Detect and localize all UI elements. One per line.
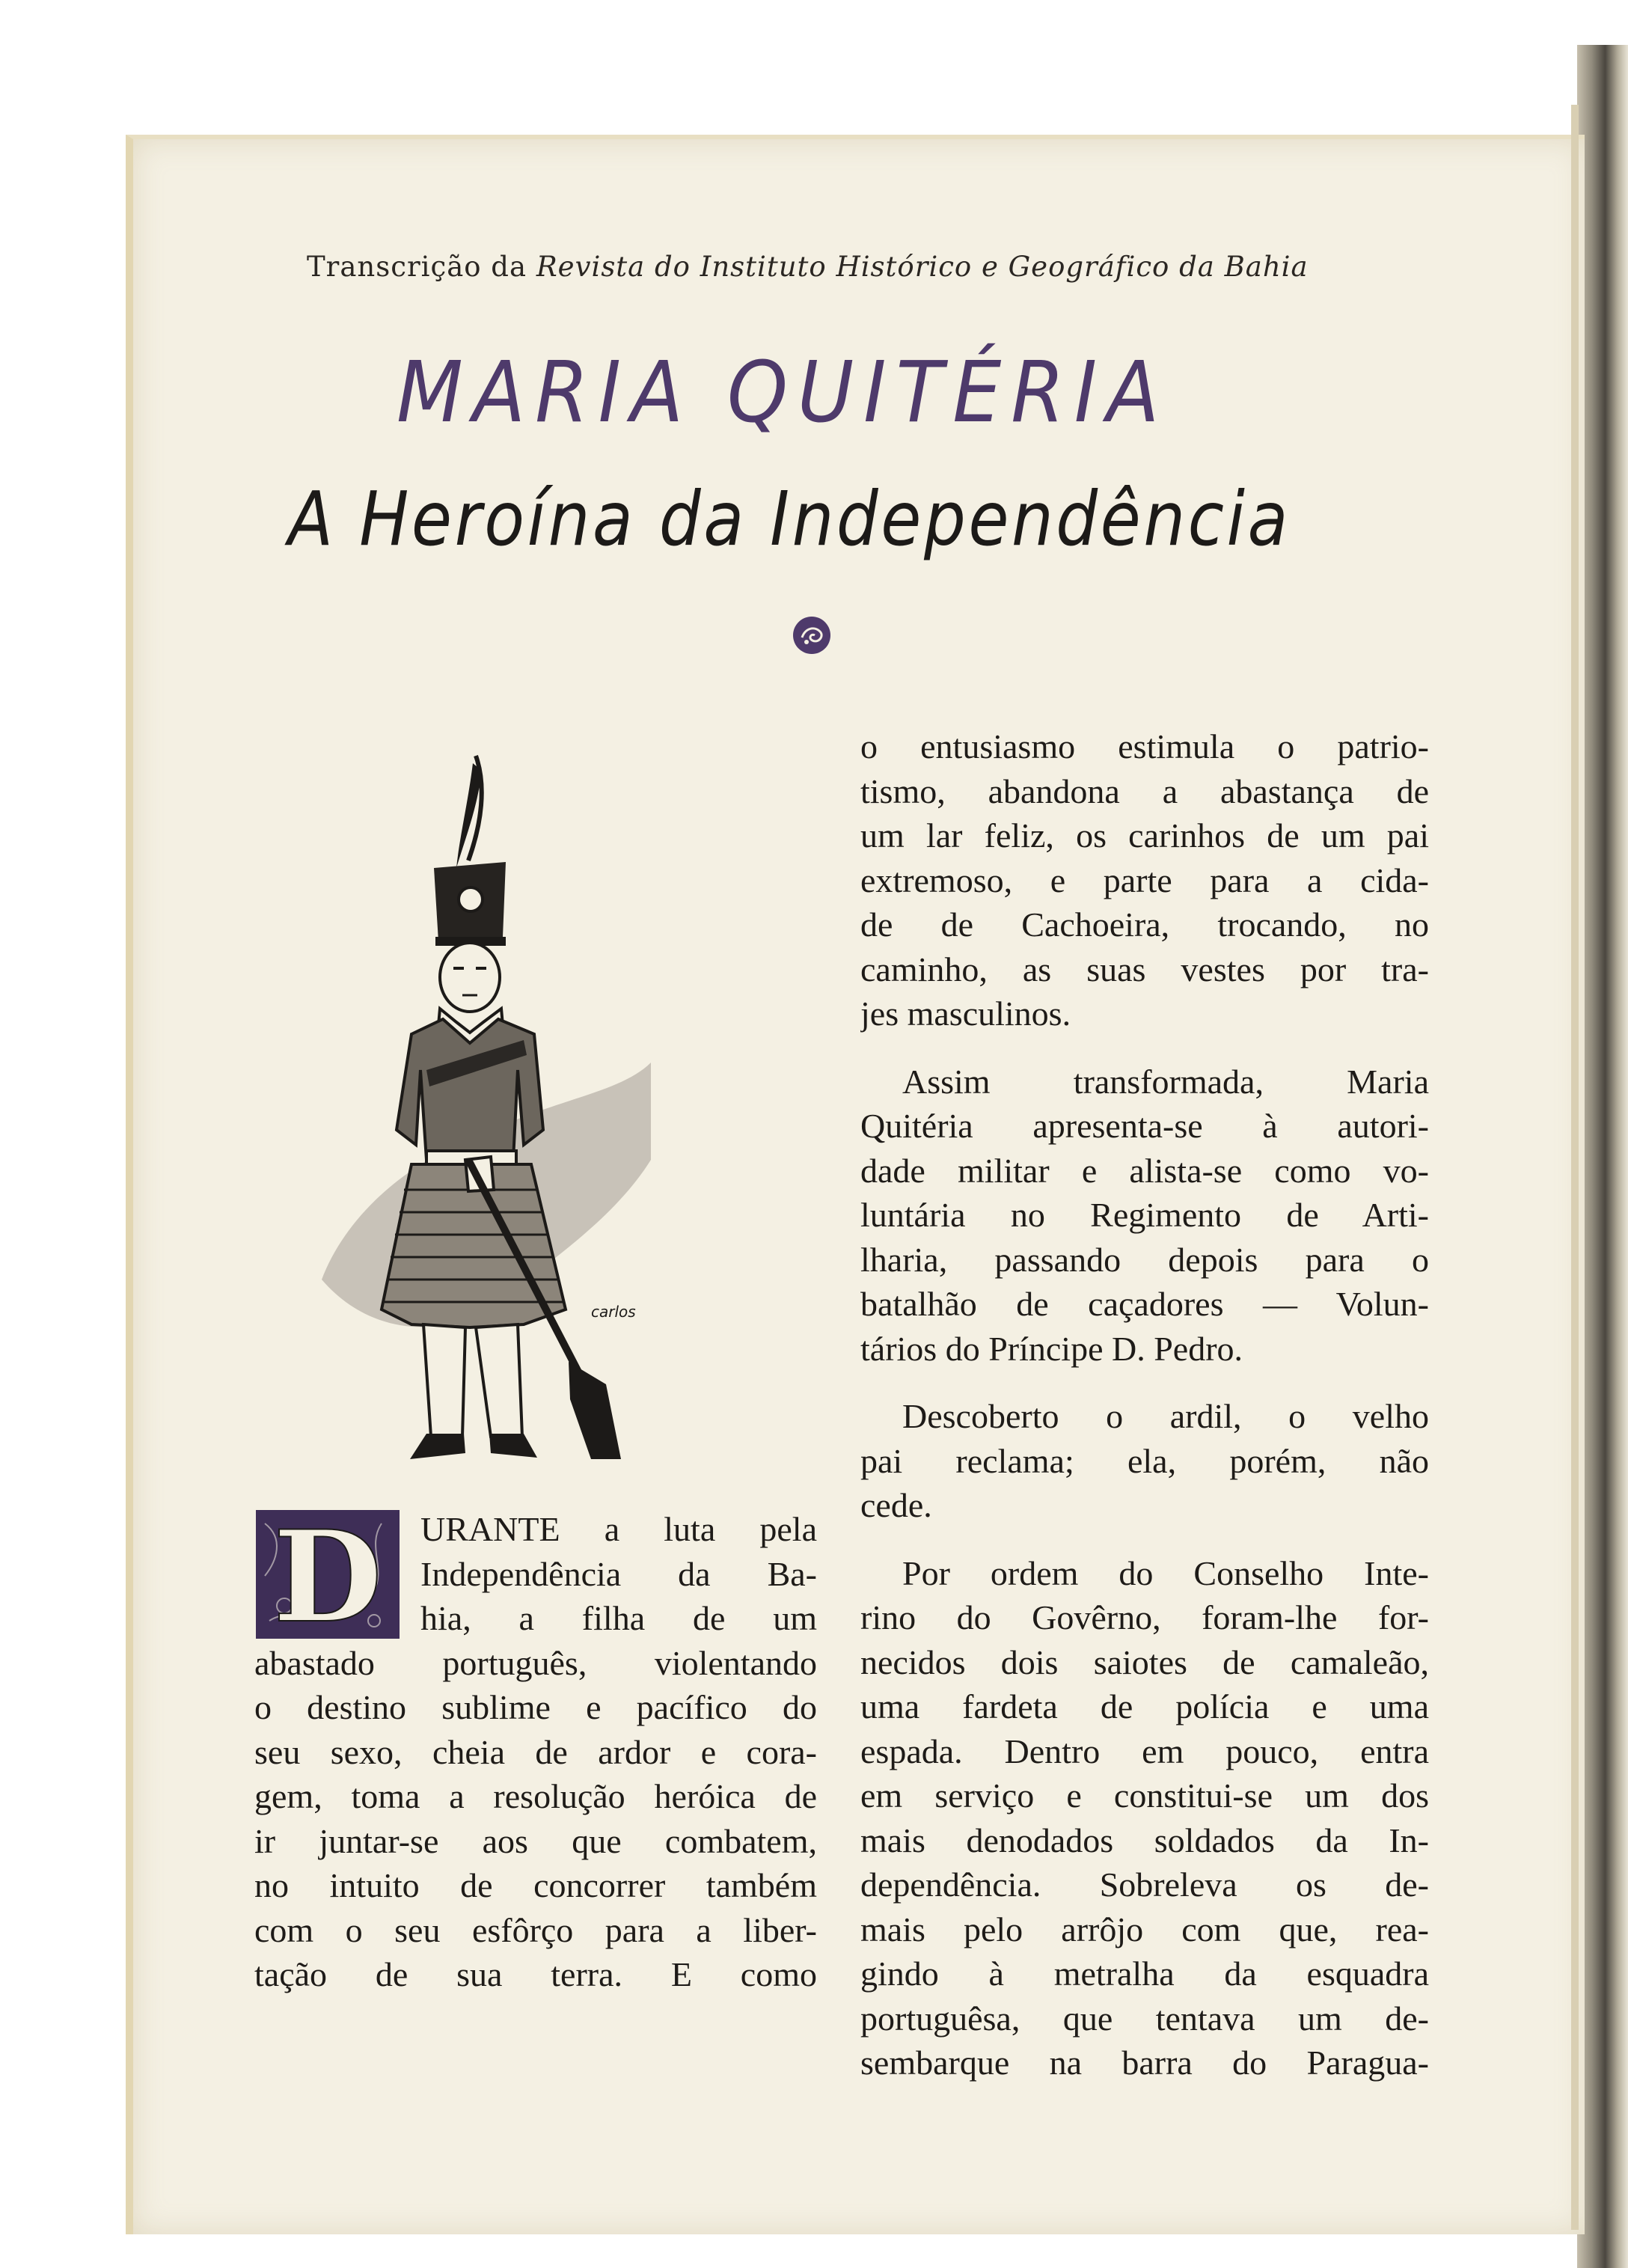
text-line: Independência da Ba- <box>420 1554 817 1593</box>
text-line: uma fardeta de polícia e uma <box>860 1687 1429 1726</box>
paragraph <box>860 724 1429 1036</box>
book-binding <box>1577 45 1628 2268</box>
text-line: dade militar e alista-se como vo- <box>860 1151 1429 1190</box>
text-line: no intuito de concorrer também <box>254 1866 817 1904</box>
text-line: hia, a filha de um <box>420 1599 817 1637</box>
text-line: abastado português, violentando <box>254 1643 817 1682</box>
left-column <box>254 1507 817 1997</box>
text-line: jes masculinos. <box>860 994 1071 1033</box>
text-line: gem, toma a resolução heróica de <box>254 1777 817 1815</box>
ornament-icon <box>792 615 832 655</box>
text-line: com o seu esfôrço para a liber- <box>254 1910 817 1949</box>
text-line: o destino sublime e pacífico do <box>254 1688 817 1726</box>
page-title: MARIA QUITÉRIA <box>397 344 1169 441</box>
text-line: ir juntar-se aos que combatem, <box>254 1821 817 1860</box>
drop-cap-icon <box>254 1509 401 1640</box>
text-line: tação de sua terra. E como <box>254 1955 817 1993</box>
text-line: de de Cachoeira, trocando, no <box>860 905 1429 944</box>
text-line: cede. <box>860 1486 932 1524</box>
text-line: tários do Príncipe D. Pedro. <box>860 1329 1243 1368</box>
text-line: portuguêsa, que tentava um de- <box>860 1999 1429 2038</box>
text-line: URANTE a luta pela <box>420 1510 817 1548</box>
text-line: Quitéria apresenta-se à autori- <box>860 1107 1429 1145</box>
text-line: gindo à metralha da esquadra <box>860 1954 1429 1993</box>
text-line: lharia, passando depois para o <box>860 1240 1429 1279</box>
source-prefix: Transcrição da <box>307 251 527 283</box>
text-line: extremoso, e parte para a cida- <box>860 861 1429 899</box>
text-line: Descoberto o ardil, o velho <box>902 1397 1429 1435</box>
text-line: sembarque na barra do Paragua- <box>860 2044 1429 2082</box>
text-line: em serviço e constitui-se um dos <box>860 1776 1429 1815</box>
text-line: o entusiasmo estimula o patrio- <box>860 727 1429 765</box>
paragraph <box>860 1394 1429 1528</box>
text-line: caminho, as suas vestes por tra- <box>860 950 1429 988</box>
text-line: mais denodados soldados da In- <box>860 1821 1429 1859</box>
illustration-signature: carlos <box>591 1303 636 1321</box>
text-line: pai reclama; ela, porém, não <box>860 1441 1429 1480</box>
page-edge <box>1571 105 1579 2230</box>
page-subtitle: A Heroína da Independência <box>288 475 1291 563</box>
text-line: luntária no Regimento de Arti- <box>860 1196 1429 1234</box>
paragraph <box>860 1551 1429 2085</box>
text-line: seu sexo, cheia de ardor e cora- <box>254 1732 817 1771</box>
text-line: mais pelo arrôjo com que, rea- <box>860 1910 1429 1948</box>
text-line: rino do Govêrno, foram-lhe for- <box>860 1598 1429 1636</box>
text-line: tismo, abandona a abastança de <box>860 771 1429 810</box>
source-line <box>307 251 1369 283</box>
soldier-illustration <box>299 741 658 1474</box>
text-line: dependência. Sobreleva os de- <box>860 1865 1429 1904</box>
text-line: Assim transformada, Maria <box>902 1062 1429 1101</box>
text-line: Por ordem do Conselho Inte- <box>902 1553 1429 1592</box>
paragraph <box>860 1060 1429 1372</box>
source-journal: Revista do Instituto Histórico e Geográfico da Bahia <box>536 251 1309 283</box>
drop-cap-letter: D <box>273 1509 382 1640</box>
text-line: necidos dois saiotes de camaleão, <box>860 1642 1429 1681</box>
text-line: espada. Dentro em pouco, entra <box>860 1731 1429 1770</box>
text-line: batalhão de caçadores — Volun- <box>860 1285 1429 1323</box>
text-line: um lar feliz, os carinhos de um pai <box>860 816 1429 855</box>
right-column <box>860 724 1429 2085</box>
